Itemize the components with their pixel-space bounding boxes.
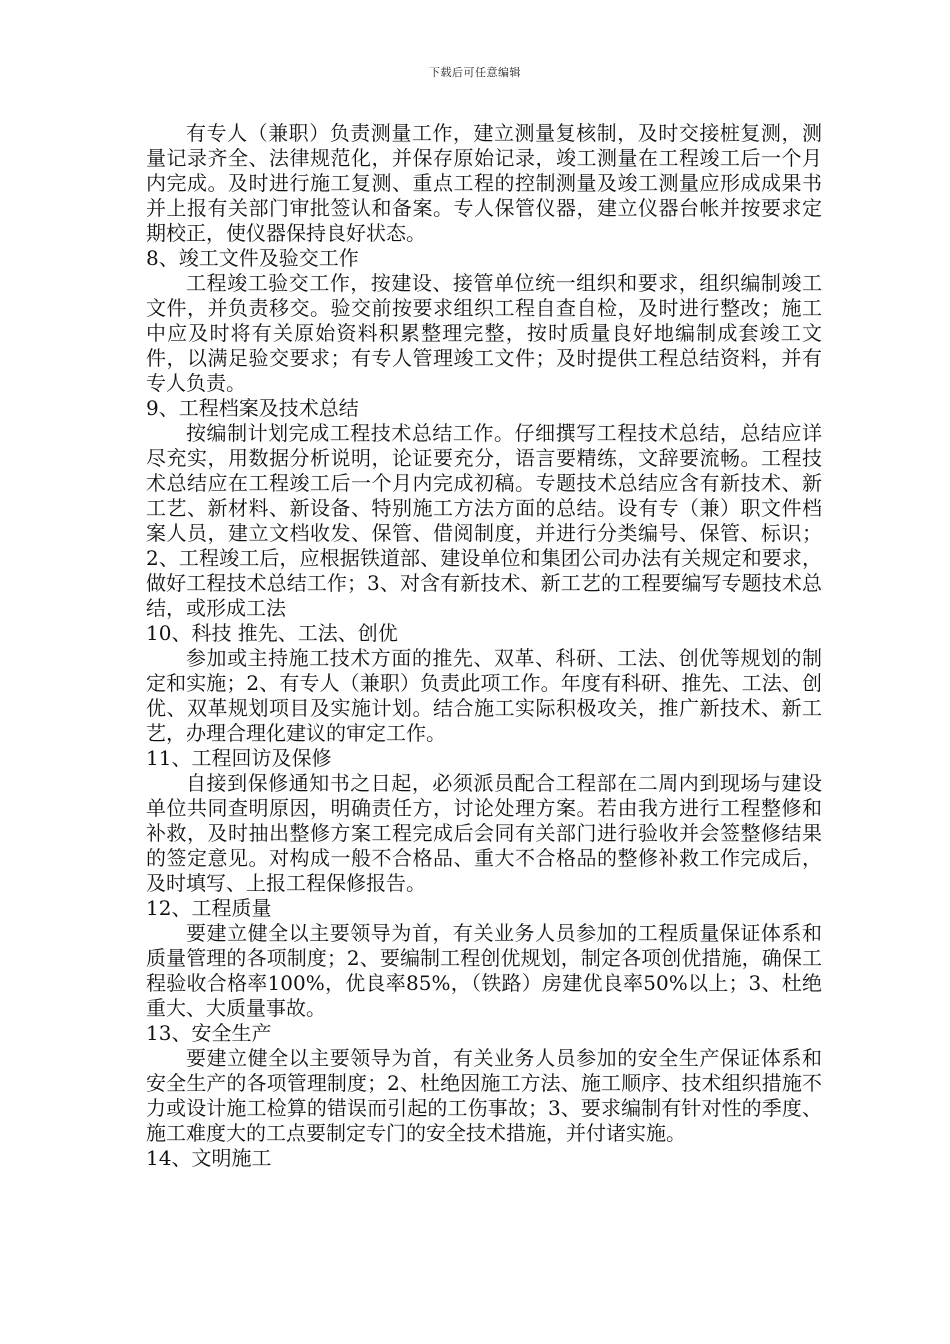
page-header-note: 下载后可任意编辑 — [429, 66, 521, 79]
paragraph-quality: 要建立健全以主要领导为首，有关业务人员参加的工程质量保证体系和质量管理的各项制度；2、要编制工程创优规划，制定各项创优措施，确保工程验收合格率100%，优良率85%，（铁路）房建优良率50%以上；3、杜绝重大、大质量事故。 — [146, 921, 822, 1020]
paragraph-safety: 要建立健全以主要领导为首，有关业务人员参加的安全生产保证体系和安全生产的各项管理制度；2、杜绝因施工方法、施工顺序、技术组织措施不力或设计施工检算的错误而引起的工伤事故；3、要求编制有针对性的季度、施工难度大的工点要制定专门的安全技术措施，并付诸实施。 — [146, 1046, 822, 1145]
section-heading-11: 11、工程回访及保修 — [146, 746, 332, 770]
paragraph-survey: 有专人（兼职）负责测量工作，建立测量复核制，及时交接桩复测，测量记录齐全、法律规范化，并保存原始记录，竣工测量在工程竣工后一个月内完成。及时进行施工复测、重点工程的控制测量及竣工测量应形成成果书并上报有关部门审批签认和备案。专人保管仪器，建立仪器台帐并按要求定期校正，使仪器保持良好状态。 — [146, 121, 822, 245]
section-heading-13: 13、安全生产 — [146, 1021, 272, 1045]
document-body — [146, 121, 822, 1171]
section-heading-9: 9、工程档案及技术总结 — [146, 396, 359, 420]
section-heading-14: 14、文明施工 — [146, 1146, 272, 1170]
paragraph-warranty: 自接到保修通知书之日起，必须派员配合工程部在二周内到现场与建设单位共同查明原因，明确责任方，讨论处理方案。若由我方进行工程整修和补救，及时抽出整修方案工程完成后会同有关部门进行验收并会签整修结果的签定意见。对构成一般不合格品、重大不合格品的整修补救工作完成后，及时填写、上报工程保修报告。 — [146, 771, 822, 895]
paragraph-completion-docs: 工程竣工验交工作，按建设、接管单位统一组织和要求，组织编制竣工文件，并负责移交。验交前按要求组织工程自查自检，及时进行整改；施工中应及时将有关原始资料积累整理完整，按时质量良好地编制成套竣工文件，以满足验交要求；有专人管理竣工文件；及时提供工程总结资料，并有专人负责。 — [146, 271, 822, 395]
section-heading-10: 10、科技 推先、工法、创优 — [146, 621, 398, 645]
section-heading-8: 8、竣工文件及验交工作 — [146, 246, 359, 270]
paragraph-tech-promotion: 参加或主持施工技术方面的推先、双革、科研、工法、创优等规划的制定和实施；2、有专人（兼职）负责此项工作。年度有科研、推先、工法、创优、双革规划项目及实施计划。结合施工实际积极攻关，推广新技术、新工艺，办理合理化建议的审定工作。 — [146, 646, 822, 745]
section-heading-12: 12、工程质量 — [146, 896, 272, 920]
paragraph-archives: 按编制计划完成工程技术总结工作。仔细撰写工程技术总结，总结应详尽充实，用数据分析说明，论证要充分，语言要精练，文辞要流畅。工程技术总结应在工程竣工后一个月内完成初稿。专题技术总结应含有新技术、新工艺、新材料、新设备、特别施工方法方面的总结。设有专（兼）职文件档案人员，建立文档收发、保管、借阅制度，并进行分类编号、保管、标识；2、工程竣工后，应根据铁道部、建设单位和集团公司办法有关规定和要求，做好工程技术总结工作；3、对含有新技术、新工艺的工程要编写专题技术总结，或形成工法 — [146, 421, 822, 620]
